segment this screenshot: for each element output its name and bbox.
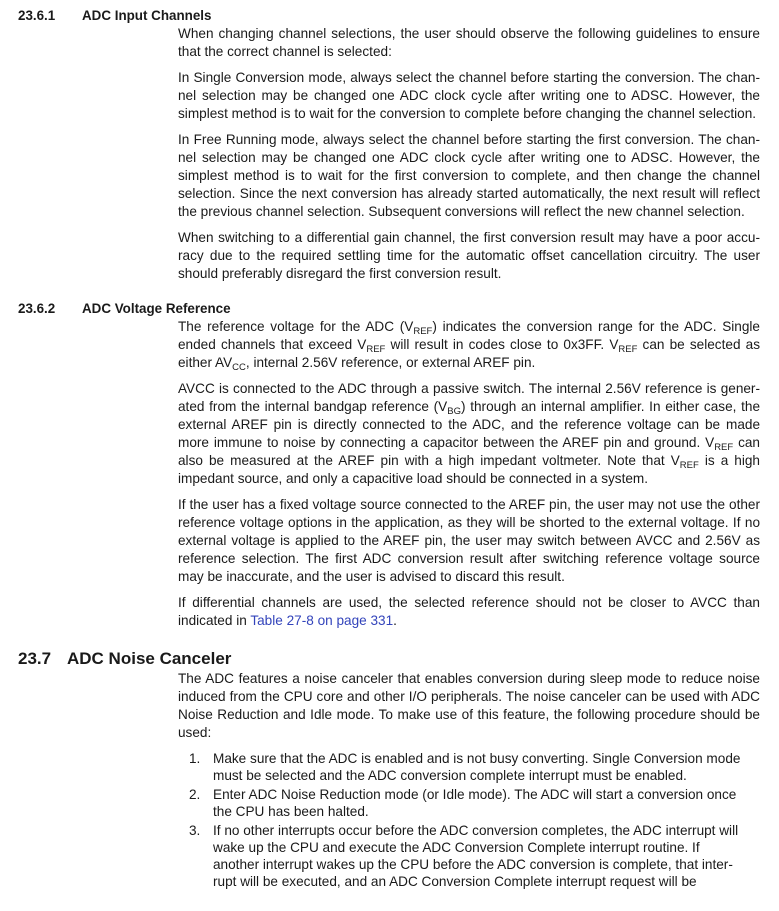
text-run: In Single Conversion mode, always select the channel before starting the conversion. The chan-: [178, 70, 760, 85]
text-run: used:: [178, 725, 212, 740]
text-line: [178, 470, 760, 488]
text-line: [178, 87, 760, 105]
section-heading: [0, 648, 779, 670]
section-title: ADC Voltage Reference: [82, 301, 231, 316]
text-run: When changing channel selections, the user should observe the following guidelines to ensure: [178, 26, 760, 41]
text-line: [178, 670, 760, 688]
text-line: [178, 568, 760, 586]
text-run: can: [733, 435, 760, 450]
text-line: [213, 822, 760, 839]
text-run: another interrupt wakes up the CPU before the ADC conversion is complete, that inter-: [213, 857, 733, 872]
list-item-text: [213, 822, 760, 890]
section-adc-voltage-reference: [0, 300, 779, 638]
list-item-text: [213, 786, 760, 820]
paragraph: [178, 229, 760, 283]
text-line: [178, 265, 760, 283]
text-run: must be selected and the ADC conversion complete interrupt must be enabled.: [213, 768, 687, 783]
text-run: either AV: [178, 355, 233, 370]
text-line: [178, 105, 760, 123]
text-line: [178, 43, 760, 61]
text-run: If differential channels are used, the selected reference should not be closer to AVCC than: [178, 595, 760, 610]
text-line: [178, 452, 760, 470]
text-line: [178, 532, 760, 550]
text-run: nel selection may be changed one ADC clock cycle after writing one to ADSC. However, the: [178, 150, 760, 165]
text-line: [178, 594, 760, 612]
text-line: [178, 149, 760, 167]
paragraph: [178, 496, 760, 586]
text-line: [178, 380, 760, 398]
list-item: [178, 750, 760, 784]
text-line: [178, 185, 760, 203]
subscript: REF: [618, 344, 638, 355]
section-title: ADC Noise Canceler: [67, 649, 232, 668]
text-line: [178, 354, 760, 372]
section-heading: [0, 7, 779, 25]
text-line: [213, 767, 760, 784]
text-line: [213, 873, 760, 890]
text-line: [213, 803, 760, 820]
text-run: will result in codes close to 0x3FF. V: [385, 337, 619, 352]
paragraph: [178, 670, 760, 742]
paragraph: [178, 594, 760, 630]
text-run: induced from the CPU core and other I/O peripherals. The noise canceler can be used with ADC: [178, 689, 760, 704]
text-run: reference selection. The first ADC conversion result after switching reference voltage source: [178, 551, 760, 566]
text-run: , internal 2.56V reference, or external AREF pin.: [245, 355, 536, 370]
text-run: ated from the internal bandgap reference (V: [178, 399, 448, 414]
text-run: If the user has a fixed voltage source connected to the AREF pin, the user may not use the other: [178, 497, 760, 512]
text-run: Noise Reduction and Idle mode. To make use of this feature, the following procedure should be: [178, 707, 760, 722]
text-run: the CPU has been halted.: [213, 804, 369, 819]
text-run: nel selection may be changed one ADC clock cycle after writing one to ADSC. However, the: [178, 88, 760, 103]
text-run: can be selected as: [637, 337, 760, 352]
text-run: racy due to the required settling time for the automatic offset cancellation circuitry. The user: [178, 248, 760, 263]
text-run: In Free Running mode, always select the channel before starting the first conversion. The chan-: [178, 132, 760, 147]
subscript: CC: [232, 362, 246, 373]
text-line: [178, 69, 760, 87]
subscript: REF: [714, 442, 734, 453]
text-run: If no other interrupts occur before the ADC conversion completes, the ADC interrupt will: [213, 823, 739, 838]
text-line: [178, 25, 760, 43]
section-body: [178, 318, 760, 630]
text-run: indicated in: [178, 613, 251, 628]
text-line: [178, 550, 760, 568]
text-run: should preferably disregard the first conversion result.: [178, 266, 502, 281]
text-line: [178, 229, 760, 247]
paragraph: [178, 25, 760, 61]
text-line: [178, 496, 760, 514]
numbered-list: [178, 750, 760, 890]
text-run: the previous channel selection. Subsequent conversions will reflect the new channel selection.: [178, 204, 745, 219]
section-number: 23.6.1: [18, 8, 56, 23]
subscript: REF: [413, 326, 433, 337]
text-run: is a high: [698, 453, 760, 468]
text-line: [178, 514, 760, 532]
text-run: may be inaccurate, and the user is advised to discard this result.: [178, 569, 565, 584]
text-run: ended channels that exceed V: [178, 337, 367, 352]
section-number: 23.6.2: [18, 301, 56, 316]
text-run: reference voltage options in the application, as they will be shorted to the external voltage. If no: [178, 515, 760, 530]
text-line: [213, 839, 760, 856]
section-body: [178, 25, 760, 283]
text-line: [178, 706, 760, 724]
text-line: [178, 131, 760, 149]
text-run: The reference voltage for the ADC (V: [178, 319, 414, 334]
text-run: AVCC is connected to the ADC through a passive switch. The internal 2.56V reference is gener-: [178, 381, 760, 396]
text-run: Make sure that the ADC is enabled and is not busy converting. Single Conversion mode: [213, 751, 741, 766]
paragraph: [178, 380, 760, 488]
text-line: [178, 336, 760, 354]
text-line: [178, 688, 760, 706]
text-run: also be measured at the AREF pin with a high impedant voltmeter. Note that V: [178, 453, 680, 468]
subscript: REF: [679, 460, 699, 471]
text-line: [178, 167, 760, 185]
text-run: simplest method is to wait for the conversion to complete before changing the channel selection.: [178, 106, 757, 121]
list-item: [178, 822, 760, 890]
text-line: [178, 203, 760, 221]
text-run: wake up the CPU and execute the ADC Conversion Complete interrupt routine. If: [213, 840, 700, 855]
text-run: ) through an internal amplifier. In either case, the: [460, 399, 760, 414]
section-body: [178, 670, 760, 890]
paragraph: [178, 69, 760, 123]
section-adc-input-channels: [0, 7, 779, 291]
list-item-number: 2.: [189, 787, 201, 802]
text-line: [213, 856, 760, 873]
text-run: that the correct channel is selected:: [178, 44, 392, 59]
text-run: selection. Since the next conversion has already started automatically, the next result will reflect: [178, 186, 760, 201]
list-item: [178, 786, 760, 820]
list-item-number: 1.: [189, 751, 201, 766]
text-line: [178, 612, 760, 630]
list-item-text: [213, 750, 760, 784]
text-line: [178, 318, 760, 336]
text-line: [178, 434, 760, 452]
text-line: [213, 786, 760, 803]
section-title: ADC Input Channels: [82, 8, 212, 23]
text-line: [213, 750, 760, 767]
text-run: The ADC features a noise canceler that enables conversion during sleep mode to reduce noise: [178, 671, 760, 686]
text-run: When switching to a differential gain channel, the first conversion result may have a poor accu-: [178, 230, 760, 245]
text-run: simplest method is to wait for the first conversion to complete, and then change the channel: [178, 168, 760, 183]
text-run: .: [393, 613, 397, 628]
text-run: external voltage is applied to the AREF pin, the user may switch between AVCC and 2.56V as: [178, 533, 760, 548]
text-run: more immune to noise by connecting a capacitor between the AREF pin and ground. V: [178, 435, 715, 450]
text-line: [178, 416, 760, 434]
section-number: 23.7: [18, 649, 52, 668]
cross-reference-link[interactable]: Table 27-8 on page 331: [250, 613, 394, 628]
section-adc-noise-canceler: [0, 648, 779, 892]
text-run: Enter ADC Noise Reduction mode (or Idle mode). The ADC will start a conversion once: [213, 787, 737, 802]
subscript: BG: [447, 406, 461, 417]
text-run: rupt will be executed, and an ADC Conversion Complete interrupt request will be: [213, 874, 697, 889]
text-line: [178, 398, 760, 416]
text-run: impedant source, and only a capacitive load should be connected in a system.: [178, 471, 649, 486]
text-line: [178, 724, 760, 742]
paragraph: [178, 318, 760, 372]
text-run: ) indicates the conversion range for the ADC. Single: [432, 319, 760, 334]
section-heading: [0, 300, 779, 318]
paragraph: [178, 131, 760, 221]
text-run: external AREF pin is directly connected to the ADC, and the reference voltage can be made: [178, 417, 760, 432]
list-item-number: 3.: [189, 823, 201, 838]
text-line: [178, 247, 760, 265]
subscript: REF: [366, 344, 386, 355]
